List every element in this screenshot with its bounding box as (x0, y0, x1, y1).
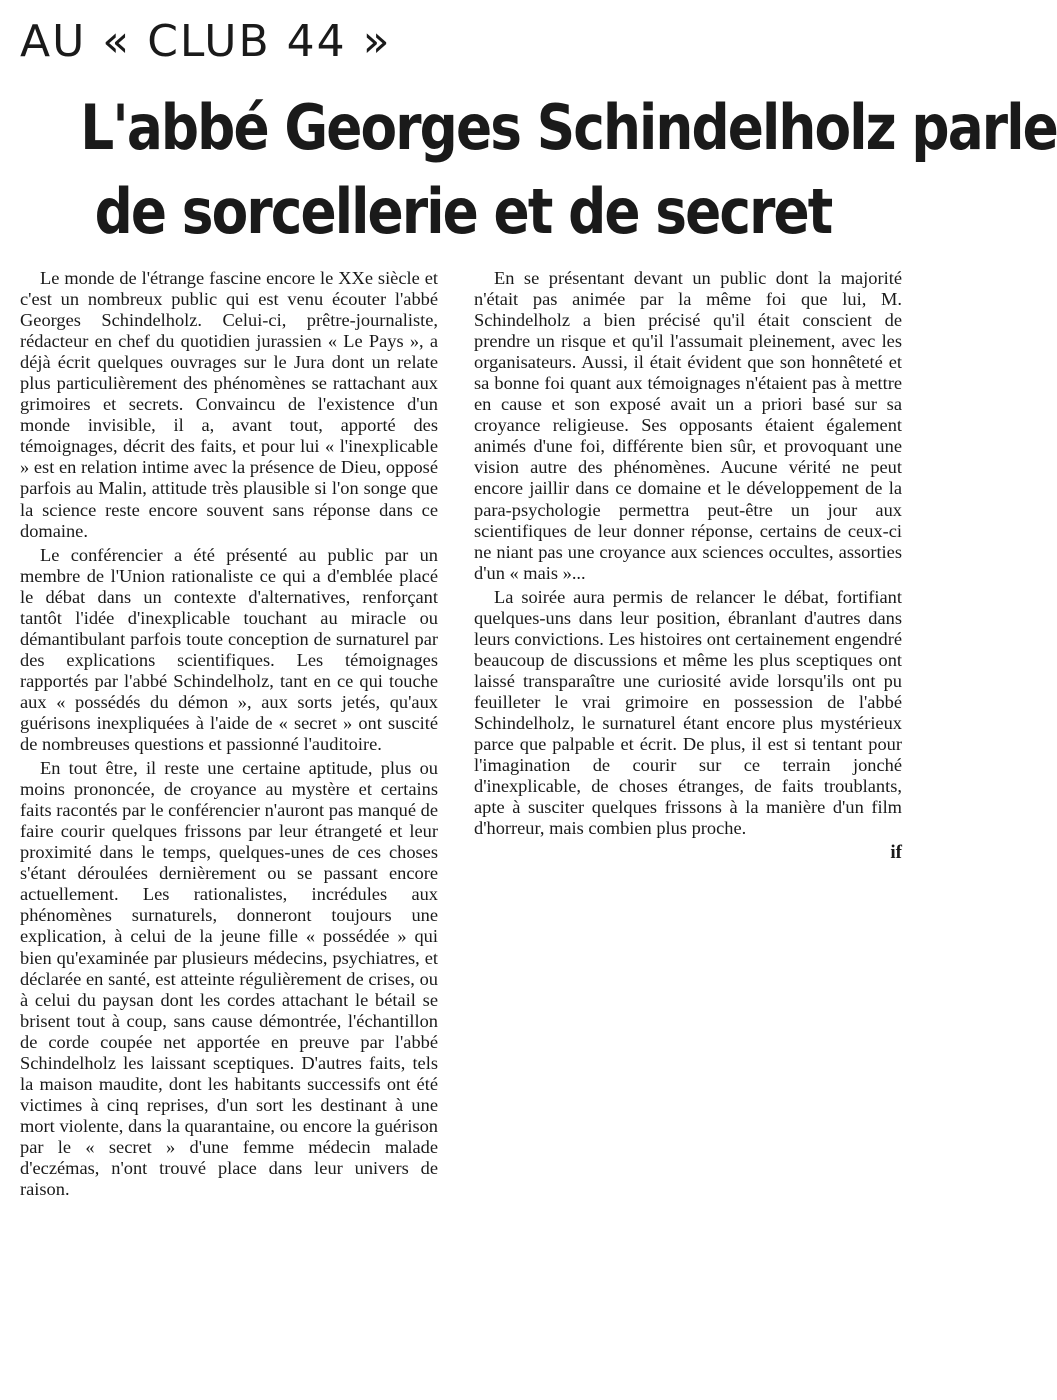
article-paragraph-2: Le conférencier a été présenté au public par un membre de l'Union rationaliste ce qui a d'emblée placé le débat dans un contexte d'alternatives, renforçant tantôt l'idée d'inexplicable touchant au miracle ou démantibulant parfois toute conception de surnaturel par des explications scientifiques. Les témoignages rapportés par l'abbé Schindelholz, tant en ce qui touche aux « possédés du démon », aux sorts jetés, qu'aux guérisons inexpliquées à l'aide de « secret » ont suscité de nombreuses questions et passionné l'auditoire. (20, 544, 438, 755)
headline-line-2: de sorcellerie et de secret (94, 175, 832, 248)
author-signature: if (890, 842, 902, 864)
article-paragraph-3: En tout être, il reste une certaine aptitude, plus ou moins prononcée, de croyance au mystère et certains faits racontés par le conférencier n'auront pas manqué de faire courir quelques frissons par leur étrangeté et leur proximité dans le temps, quelques-unes de ces choses s'étant déroulées dernièrement ou se passant encore actuellement. Les rationalistes, incrédules aux phénomènes surnaturels, donneront toujours une explication, à celui de la jeune fille « possédée » qui bien qu'examinée par plusieurs médecins, psychiatres, et déclarée en santé, est atteinte régulièrement de crises, ou à celui du paysan dont les cordes attachant le bétail se brisent tout à coup, sans cause démontrée, l'échantillon de corde coupée net apportée en preuve par l'abbé Schindelholz les laissant sceptiques. D'autres faits, tels la maison maudite, dont les habitants successifs ont été victimes à cinq reprises, d'un sort les destinant à une mort violente, dans la quarantaine, ou encore la guérison par le « secret » d'une femme médecin malade d'eczémas, n'ont trouvé place dans leur univers de raison. (20, 758, 438, 1200)
headline-line-1: L'abbé Georges Schindelholz parle (80, 91, 1057, 164)
article-paragraph-4: En se présentant devant un public dont la majorité n'était pas animée par la même foi que lui, M. Schindelholz a bien précisé qu'il était conscient de prendre un risque et qu'il l'assumait pleinement, avec les organisateurs. Aussi, il était évident que son honnêteté et sa bonne foi quant aux témoignages n'étaient pas à mettre en cause et son exposé avait un a priori basé sur sa croyance religieuse. Ses opposants étaient également animés d'une foi, différente bien sûr, et provoquant une vision autre des phénomènes. Aucune vérité ne peut encore jaillir dans ce domaine et le développement de la para-psychologie permettra peut-être un jour aux scientifiques de leur donner réponse, certains de ceux-ci ne niant pas une croyance aux sciences occultes, assorties d'un « mais »... (474, 268, 902, 583)
article-kicker: AU « CLUB 44 » (20, 16, 392, 67)
article-paragraph-1: Le monde de l'étrange fascine encore le XXe siècle et c'est un nombreux public qui est venu écouter l'abbé Georges Schindelholz. Celui-ci, prêtre-journaliste, rédacteur en chef du quotidien jurassien « Le Pays », a déjà écrit quelques ouvrages sur le Jura dont un relate plus particulièrement des phénomènes se rattachant aux grimoires et secrets. Convaincu de l'existence d'un monde invisible, il a, avant tout, apporté des témoignages, décrit des faits, et pour lui « l'inexplicable » est en relation intime avec la présence de Dieu, opposé parfois au Malin, attitude très plausible si l'on songe que la science reste encore souvent sans réponse dans ce domaine. (20, 268, 438, 541)
article-column-left (20, 268, 438, 1203)
article-headline (80, 86, 1057, 254)
article-column-right (474, 268, 902, 866)
article-paragraph-5: La soirée aura permis de relancer le débat, fortifiant quelques-uns dans leur position, ébranlant d'autres dans leurs convictions. Les histoires ont certainement engendré beaucoup de discussions et même les plus sceptiques ont laissé transparaître une curiosité avide lorsqu'ils ont pu feuilleter le vrai grimoire en possession de l'abbé Schindelholz, le surnaturel étant encore plus mystérieux parce que palpable et écrit. De plus, il est si tentant pour l'imagination de courir sur ce terrain jonché d'inexplicable, de choses étranges, de faits troublants, apte à susciter quelques frissons à la manière d'un film d'horreur, mais combien plus proche. (474, 586, 902, 839)
